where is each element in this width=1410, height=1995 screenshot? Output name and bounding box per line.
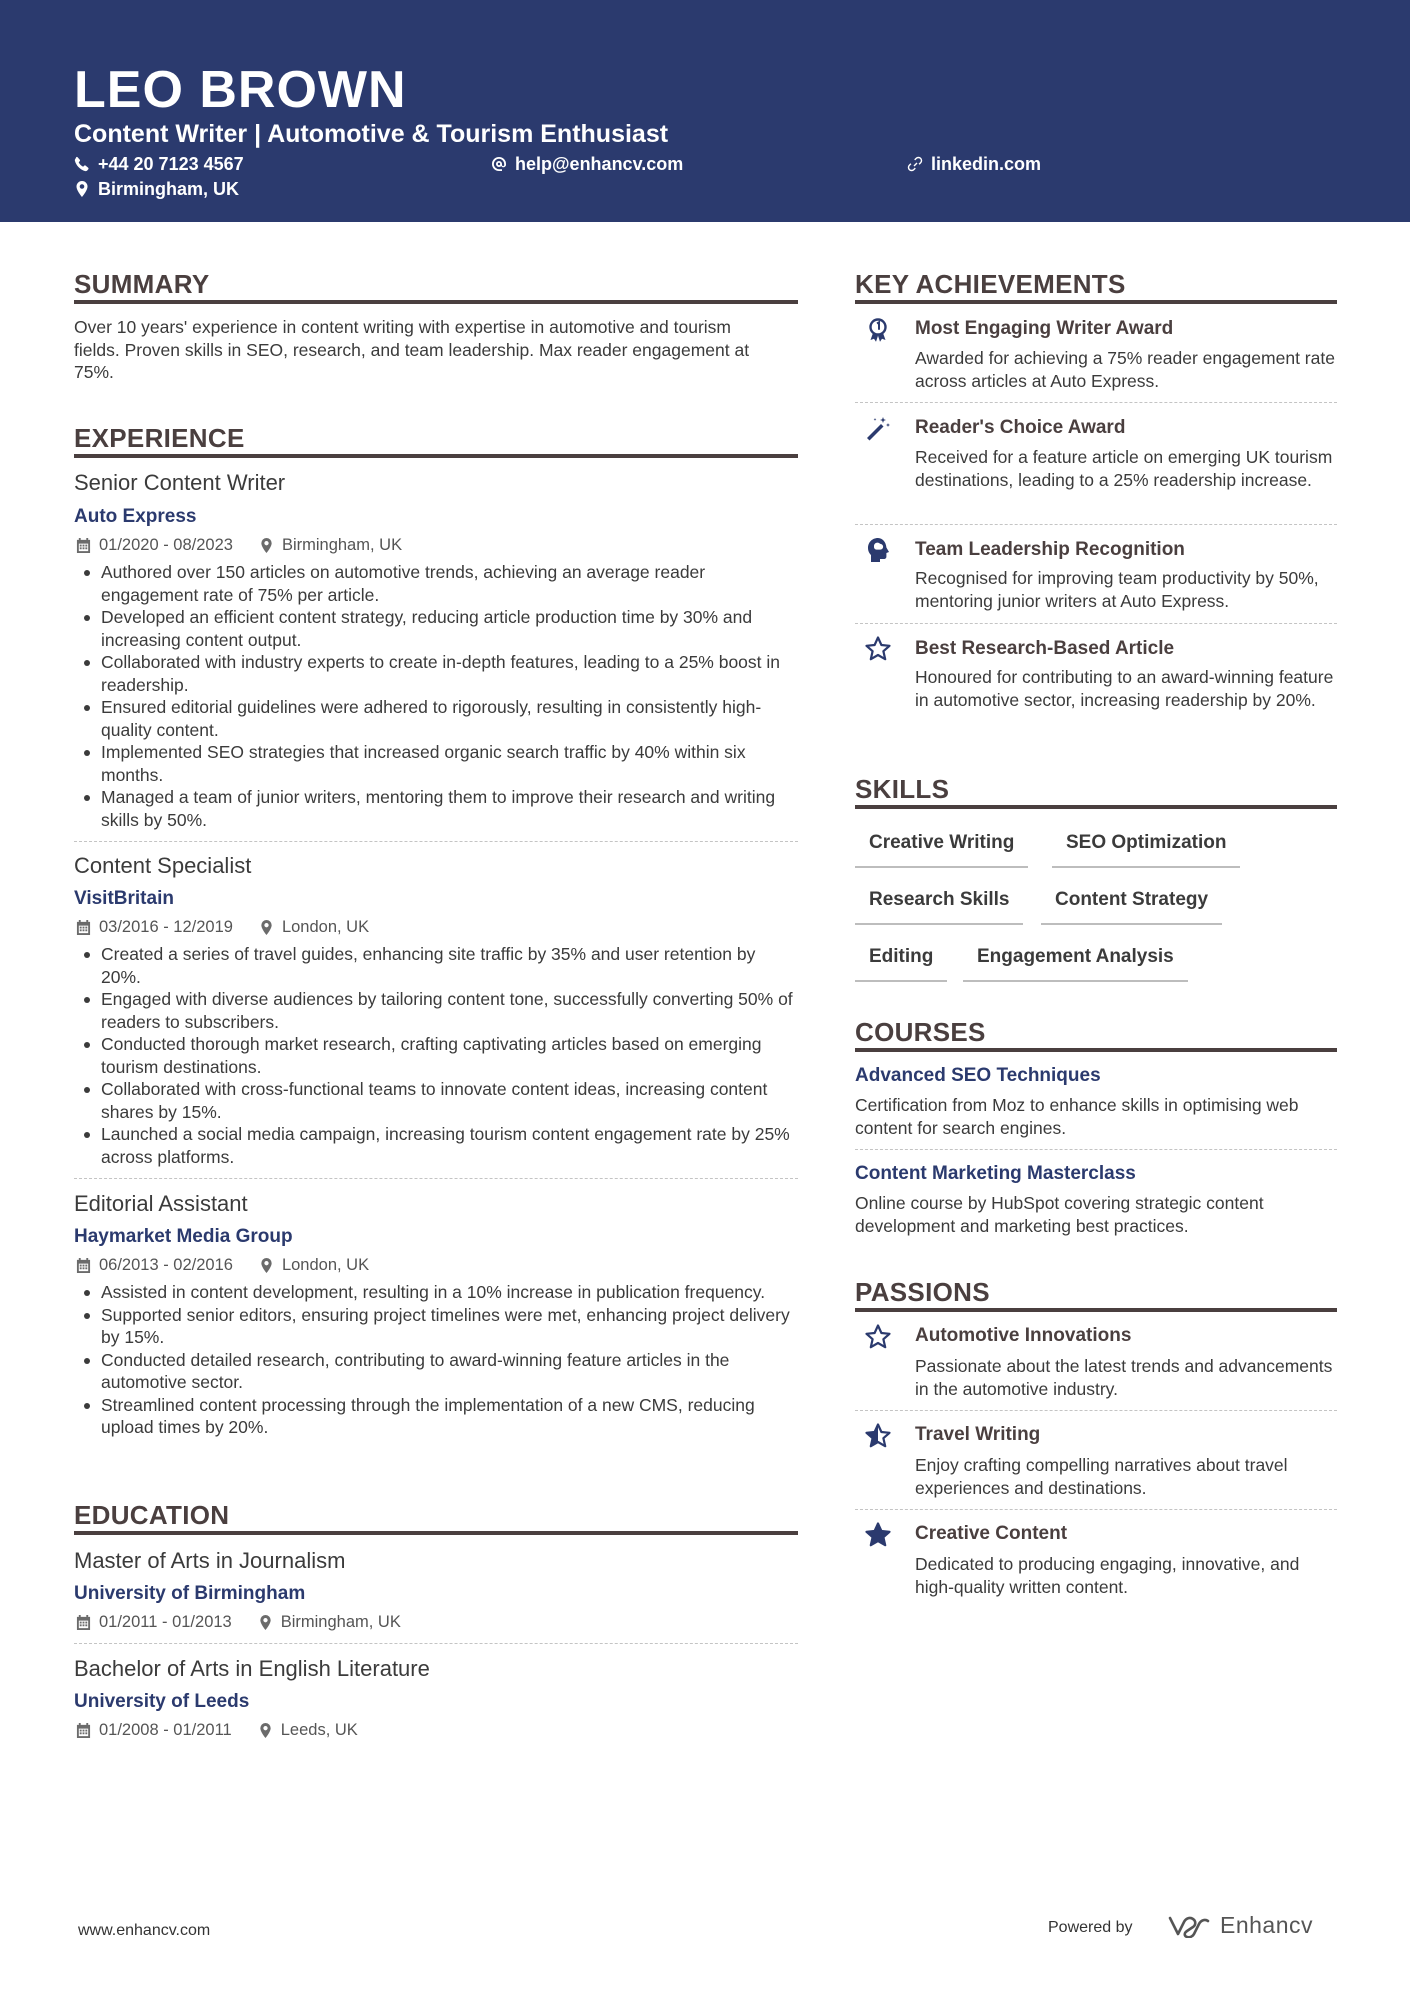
skill-tag: Editing bbox=[855, 945, 947, 982]
job-bullets bbox=[74, 943, 798, 1168]
passion-text: Passionate about the latest trends and advancements in the automotive industry. bbox=[915, 1356, 1333, 1399]
course-title: Content Marketing Masterclass bbox=[855, 1163, 1136, 1184]
bullet-item: Implemented SEO strategies that increased organic search traffic by 40% within six months. bbox=[74, 741, 798, 786]
achievement-text: Recognised for improving team productivity by 50%, mentoring junior writers at Auto Express. bbox=[915, 568, 1319, 611]
education-dates: 01/2008 - 01/2011 bbox=[99, 1721, 232, 1739]
skill-tag: Engagement Analysis bbox=[963, 945, 1188, 982]
calendar-icon bbox=[76, 1258, 91, 1273]
education-school: University of Birmingham bbox=[74, 1583, 306, 1604]
bullet-item: Launched a social media campaign, increasing tourism content engagement rate by 25% across platforms. bbox=[74, 1123, 798, 1168]
location-pin-icon bbox=[258, 1723, 273, 1738]
divider bbox=[855, 524, 1337, 525]
contact-linkedin[interactable] bbox=[907, 152, 1041, 176]
footer-website[interactable]: www.enhancv.com bbox=[78, 1922, 211, 1939]
divider bbox=[855, 1509, 1337, 1510]
location-pin-icon bbox=[259, 538, 274, 553]
calendar-icon bbox=[76, 538, 91, 553]
passion-text: Enjoy crafting compelling narratives about travel experiences and destinations. bbox=[915, 1455, 1288, 1498]
summary-heading: SUMMARY bbox=[74, 269, 210, 299]
experience-rule bbox=[74, 454, 798, 458]
passion-title: Automotive Innovations bbox=[915, 1325, 1132, 1346]
candidate-name: LEO BROWN bbox=[74, 61, 407, 119]
divider bbox=[855, 1410, 1337, 1411]
location-text: Birmingham, UK bbox=[98, 179, 240, 199]
education-meta bbox=[76, 1719, 358, 1741]
bullet-item: Streamlined content processing through the implementation of a new CMS, reducing upload times by 20%. bbox=[74, 1394, 798, 1439]
bullet-item: Supported senior editors, ensuring project timelines were met, enhancing project delivery by 15%. bbox=[74, 1304, 798, 1349]
bullet-item: Conducted detailed research, contributing to award-winning feature articles in the automotive sector. bbox=[74, 1349, 798, 1394]
footer-powered-by: Powered by bbox=[1048, 1919, 1133, 1936]
location-pin-icon bbox=[74, 181, 90, 197]
passion-title: Creative Content bbox=[915, 1523, 1068, 1544]
contact-phone bbox=[74, 152, 244, 176]
location-pin-icon bbox=[259, 1258, 274, 1273]
star-outline-icon bbox=[864, 635, 892, 663]
achievement-text: Honoured for contributing to an award-winning feature in automotive sector, increasing readership by 20%. bbox=[915, 667, 1334, 710]
star-half-icon bbox=[864, 1422, 892, 1450]
achievement-title: Team Leadership Recognition bbox=[915, 539, 1185, 560]
at-sign-icon bbox=[491, 156, 507, 172]
course-title: Advanced SEO Techniques bbox=[855, 1065, 1101, 1086]
head-brain-icon bbox=[864, 536, 892, 564]
job-dates: 01/2020 - 08/2023 bbox=[99, 536, 233, 554]
courses-heading: COURSES bbox=[855, 1017, 986, 1047]
link-icon bbox=[907, 156, 923, 172]
achievement-title: Most Engaging Writer Award bbox=[915, 318, 1174, 339]
education-heading: EDUCATION bbox=[74, 1500, 230, 1530]
job-meta bbox=[76, 1254, 369, 1276]
enhancv-logo[interactable] bbox=[1168, 1912, 1313, 1939]
skill-tag: Creative Writing bbox=[855, 831, 1028, 868]
course-text: Online course by HubSpot covering strategic content development and marketing best practices. bbox=[855, 1193, 1264, 1236]
divider bbox=[855, 623, 1337, 624]
calendar-icon bbox=[76, 1615, 91, 1630]
education-meta bbox=[76, 1611, 401, 1633]
education-location: Leeds, UK bbox=[280, 1721, 358, 1739]
achievement-text: Received for a feature article on emerging UK tourism destinations, leading to a 25% readership increase. bbox=[915, 447, 1333, 490]
calendar-icon bbox=[76, 920, 91, 935]
passions-rule bbox=[855, 1308, 1337, 1312]
skills-rule bbox=[855, 805, 1337, 809]
job-meta bbox=[76, 534, 402, 556]
passion-text: Dedicated to producing engaging, innovative, and high-quality written content. bbox=[915, 1554, 1300, 1597]
bullet-item: Managed a team of junior writers, mentoring them to improve their research and writing skills by 50%. bbox=[74, 786, 798, 831]
location-pin-icon bbox=[258, 1615, 273, 1630]
bullet-item: Ensured editorial guidelines were adhered to rigorously, resulting in consistently high-quality content. bbox=[74, 696, 798, 741]
skill-tag: Research Skills bbox=[855, 888, 1023, 925]
resume-header bbox=[0, 0, 1410, 222]
candidate-title: Content Writer | Automotive & Tourism Enthusiast bbox=[74, 120, 669, 148]
bullet-item: Authored over 150 articles on automotive trends, achieving an average reader engagement rate of 75% per article. bbox=[74, 561, 798, 606]
job-dates: 06/2013 - 02/2016 bbox=[99, 1256, 233, 1274]
contact-location bbox=[74, 177, 239, 201]
education-degree: Bachelor of Arts in English Literature bbox=[74, 1656, 430, 1681]
job-bullets bbox=[74, 1281, 798, 1439]
contact-email[interactable] bbox=[491, 152, 683, 176]
star-filled-icon bbox=[864, 1521, 892, 1549]
award-ribbon-icon bbox=[864, 316, 892, 344]
bullet-item: Developed an efficient content strategy, reducing article production time by 30% and increasing content output. bbox=[74, 606, 798, 651]
passions-heading: PASSIONS bbox=[855, 1277, 990, 1307]
bullet-item: Collaborated with industry experts to create in-depth features, leading to a 25% boost in readership. bbox=[74, 651, 798, 696]
achievement-title: Best Research-Based Article bbox=[915, 638, 1175, 659]
skills-heading: SKILLS bbox=[855, 774, 950, 804]
experience-heading: EXPERIENCE bbox=[74, 423, 245, 453]
phone-icon bbox=[74, 156, 90, 172]
calendar-icon bbox=[76, 1723, 91, 1738]
job-company: Auto Express bbox=[74, 506, 197, 527]
bullet-item: Conducted thorough market research, crafting captivating articles based on emerging tourism destinations. bbox=[74, 1033, 798, 1078]
divider bbox=[74, 1178, 798, 1179]
divider bbox=[855, 402, 1337, 403]
job-dates: 03/2016 - 12/2019 bbox=[99, 918, 233, 936]
job-role: Senior Content Writer bbox=[74, 470, 286, 495]
bullet-item: Created a series of travel guides, enhancing site traffic by 35% and user retention by 20%. bbox=[74, 943, 798, 988]
bullet-item: Engaged with diverse audiences by tailoring content tone, successfully converting 50% of readers to subscribers. bbox=[74, 988, 798, 1033]
bullet-item: Assisted in content development, resulting in a 10% increase in publication frequency. bbox=[74, 1281, 798, 1304]
job-bullets bbox=[74, 561, 798, 831]
passion-title: Travel Writing bbox=[915, 1424, 1041, 1445]
job-location: Birmingham, UK bbox=[281, 536, 403, 554]
education-location: Birmingham, UK bbox=[280, 1613, 401, 1631]
achievement-title: Reader's Choice Award bbox=[915, 417, 1126, 438]
skill-tag: SEO Optimization bbox=[1052, 831, 1240, 868]
achievements-heading: KEY ACHIEVEMENTS bbox=[855, 269, 1126, 299]
bullet-item: Collaborated with cross-functional teams to innovate content ideas, increasing content shares by 15%. bbox=[74, 1078, 798, 1123]
summary-rule bbox=[74, 300, 798, 304]
magic-wand-icon bbox=[864, 414, 892, 442]
enhancv-logo-icon bbox=[1168, 1914, 1212, 1938]
job-company: VisitBritain bbox=[74, 888, 174, 909]
divider bbox=[74, 1643, 798, 1644]
skill-tag: Content Strategy bbox=[1041, 888, 1222, 925]
linkedin-text: linkedin.com bbox=[931, 154, 1042, 174]
achievements-rule bbox=[855, 300, 1337, 304]
divider bbox=[855, 1149, 1337, 1150]
summary-text: Over 10 years' experience in content writing with expertise in automotive and tourism fields. Proven skills in SEO, research, and team leadership. Max reader engagement at 75%. bbox=[74, 317, 750, 382]
course-text: Certification from Moz to enhance skills in optimising web content for search engines. bbox=[855, 1095, 1299, 1138]
job-location: London, UK bbox=[281, 1256, 370, 1274]
brand-name: Enhancv bbox=[1220, 1912, 1314, 1938]
job-role: Editorial Assistant bbox=[74, 1191, 248, 1216]
courses-rule bbox=[855, 1048, 1337, 1052]
location-pin-icon bbox=[259, 920, 274, 935]
job-role: Content Specialist bbox=[74, 853, 252, 878]
job-company: Haymarket Media Group bbox=[74, 1226, 293, 1247]
divider bbox=[74, 841, 798, 842]
star-outline-icon bbox=[864, 1323, 892, 1351]
email-text: help@enhancv.com bbox=[515, 154, 684, 174]
education-school: University of Leeds bbox=[74, 1691, 250, 1712]
job-meta bbox=[76, 916, 369, 938]
job-location: London, UK bbox=[281, 918, 370, 936]
phone-text: +44 20 7123 4567 bbox=[98, 154, 244, 174]
education-degree: Master of Arts in Journalism bbox=[74, 1548, 346, 1573]
education-rule bbox=[74, 1531, 798, 1535]
education-dates: 01/2011 - 01/2013 bbox=[99, 1613, 232, 1631]
achievement-text: Awarded for achieving a 75% reader engagement rate across articles at Auto Express. bbox=[915, 348, 1335, 391]
